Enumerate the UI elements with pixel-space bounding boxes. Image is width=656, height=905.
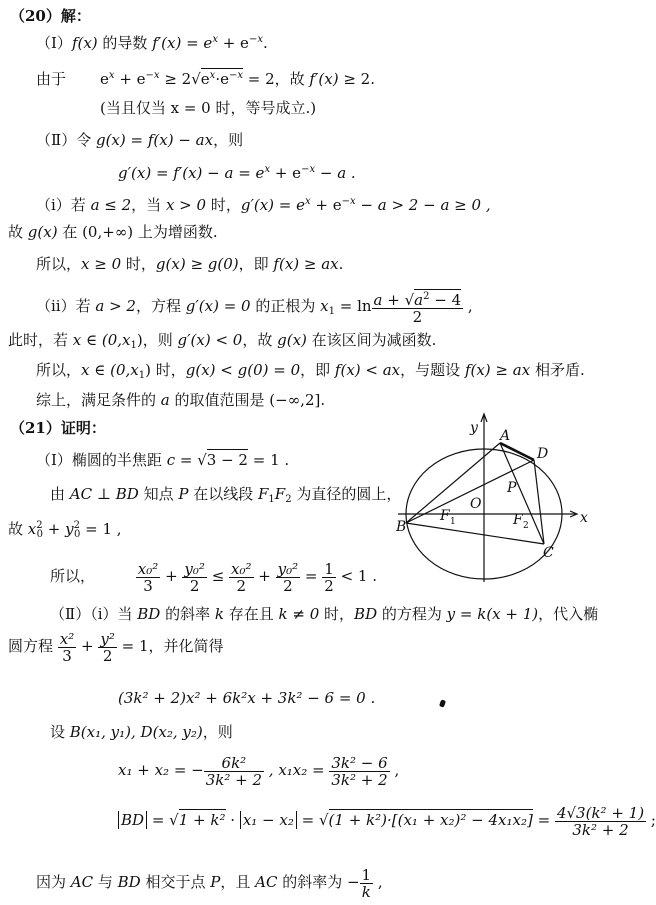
label-F1: F (440, 508, 450, 524)
q20-line-5: $g'(x) = f'(x) - a = e^x + e^{-x} - a$ . (118, 164, 356, 182)
label-C: C (543, 545, 554, 561)
q20-line-10: 此时，若 x ∈ $(0,x_1)$，则 g′(x) < 0，故 g(x) 在该区间为减函数. (8, 331, 437, 351)
q21-header: （21）证明： (10, 419, 106, 437)
q20-line-6: （ⅰ）若 a ≤ 2，当 x > 0 时，$g'(x) = e^x + e^{-x} - a > 2 - a \ge 0$ , (36, 196, 491, 214)
q20-line-4: （Ⅱ）令 g(x) = f(x) − ax，则 (36, 131, 244, 149)
q21-line-6: 圆方程 $\frac{\text{x²}}{3}$ + $\frac{\text{y²}}{2}$ = 1，并化简得 (8, 629, 224, 665)
q20-header: （20）解： (10, 7, 91, 25)
label-P: P (507, 480, 517, 496)
q21-line-11: 因为 AC 与 BD 相交于点 P，且 AC 的斜率为 − $\frac{1}{k}$ , (36, 865, 383, 901)
label-F2-sub: 2 (523, 521, 529, 531)
q20-line-2: 由于 $e^x + e^{-x} \ge 2√e^x\cdot e^{-x} = 2$，故 f′(x) ≥ 2. (36, 70, 375, 88)
q21-line-5: （Ⅱ）（ⅰ）当 BD 的斜率 k 存在且 k ≠ 0 时，BD 的方程为 y = k(x + 1)，代入椭 (50, 605, 599, 623)
ellipse-figure (396, 410, 592, 582)
ink-speck (439, 699, 446, 707)
q20-line-12: 综上，满足条件的 a 的取值范围是 (−∞,2]. (36, 391, 326, 409)
label-F2: F (513, 512, 523, 528)
q20-line-3: (当且仅当 x = 0 时，等号成立.) (100, 99, 317, 117)
q21-line-7: (3k² + 2)x² + 6k²x + 3k² − 6 = 0 . (118, 689, 376, 707)
label-A: A (500, 428, 511, 444)
q20-line-9: （ⅱ）若 a > 2，方程 g′(x) = 0 的正根为 $x_1 = \ln$ $\frac{a + √a^2 - 4}{2}$ , (36, 291, 473, 326)
q21-line-9: x₁ + x₂ = − $\frac{\text{6k²}}{\text{3k² + 2}}$ , x₁x₂ = $\frac{\text{3k² − 6}}{\text{3k² + 2}}$ , (118, 753, 400, 789)
chord-BA (406, 443, 500, 523)
q20-line-1: （Ⅰ）f(x) 的导数 $f'(x) = e^x + e^{-x}$. (36, 34, 268, 52)
q21-line-2: 由 AC ⊥ BD 知点 P 在以线段 $F_1F_2$ 为直径的圆上， (50, 485, 402, 505)
q21-line-4: 所以， $\frac{\text{x₀²}}{3}$ + $\frac{\text{y₀²}}{2}$ ≤ $\frac{\text{x₀²}}{2}$ + $\frac{\text{y₀²}}{2}$ = $\frac{1}{2}$ < 1 . (50, 559, 377, 595)
label-x: x (580, 510, 588, 526)
q20-line-11: 所以，x ∈ $(0,x_1)$ 时，g(x) < g(0) = 0，即 f(x) < ax，与题设 f(x) ≥ ax 相矛盾. (36, 361, 585, 381)
q21-line-3: 故 $x^2_0 + y^2_0 = 1$ , (8, 520, 122, 540)
q21-line-10: BD = √1 + k² · x₁ − x₂ = √(1 + k²)·[(x₁ + x₂)² − 4x₁x₂] = $\frac{\text{4√3(k² + 1)}}{\text{3k² + 2}}$ ; (118, 800, 656, 840)
label-O: O (470, 496, 482, 512)
q21-line-8: 设 B(x₁, y₁), D(x₂, y₂)，则 (50, 723, 233, 741)
label-D: D (537, 446, 549, 462)
q21-line-1: （Ⅰ）椭圆的半焦距 c = √3 − 2 = 1 . (36, 451, 290, 469)
label-y: y (470, 420, 478, 436)
label-B: B (396, 519, 407, 535)
label-F1-sub: 1 (450, 517, 456, 527)
q20-line-8: 所以，x ≥ 0 时，g(x) ≥ g(0)，即 f(x) ≥ ax. (36, 255, 344, 273)
q20-line-7: 故 g(x) 在 (0,+∞) 上为增函数. (8, 223, 218, 241)
